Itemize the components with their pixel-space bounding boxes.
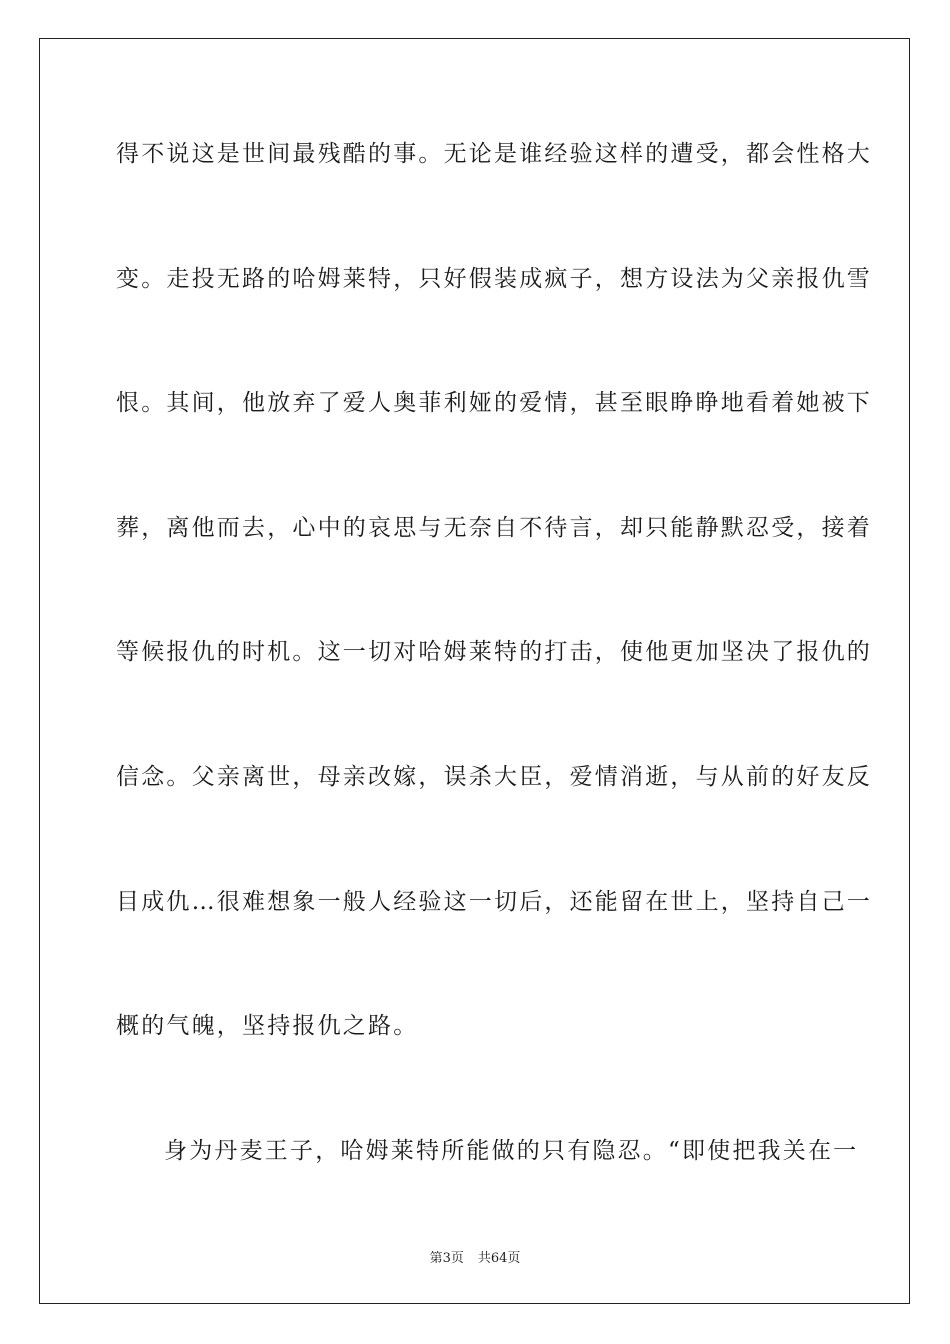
- text-line: 信念。父亲离世，母亲改嫁，误杀大臣，爱情消逝，与从前的好友反: [116, 763, 872, 790]
- document-body: [116, 128, 872, 1249]
- page-footer: [0, 1247, 950, 1266]
- text-line: 目成仇…很难想象一般人经验这一切后，还能留在世上，坚持自己一: [116, 888, 872, 915]
- text-line: 葬，离他而去，心中的哀思与无奈自不待言，却只能静默忍受，接着: [116, 514, 872, 541]
- page-number: 第3页: [429, 1251, 464, 1266]
- text-line: 概的气魄，坚持报仇之路。: [116, 1013, 419, 1040]
- text-line: 等候报仇的时机。这一切对哈姆莱特的打击，使他更加坚决了报仇的: [116, 639, 872, 666]
- page-total: 共64页: [477, 1251, 521, 1266]
- text-line: 得不说这是世间最残酷的事。无论是谁经验这样的遭受，都会性格大: [116, 141, 872, 167]
- text-line-paragraph-start: 身为丹麦王子，哈姆莱特所能做的只有隐忍。“即使把我关在一: [164, 1137, 859, 1164]
- text-line: 变。走投无路的哈姆莱特，只好假装成疯子，想方设法为父亲报仇雪: [116, 265, 872, 292]
- text-line: 恨。其间，他放弃了爱人奥菲利娅的爱情，甚至眼睁睁地看着她被下: [116, 390, 872, 417]
